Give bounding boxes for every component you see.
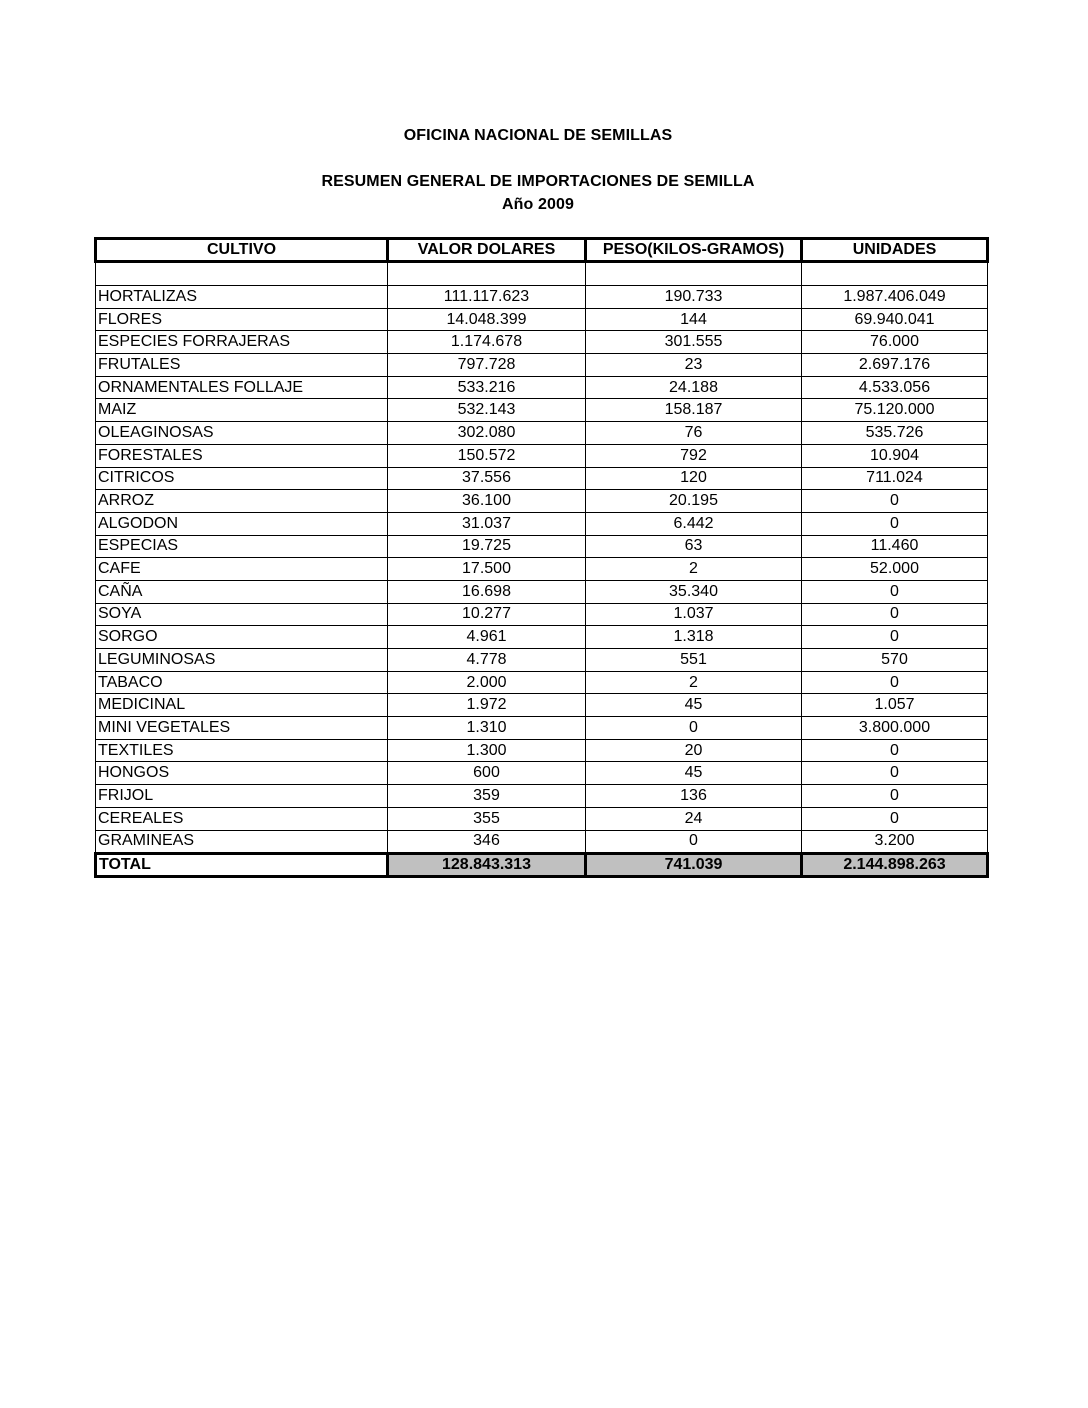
table-row [96,399,988,422]
blank-row [96,262,988,286]
cell-cultivo: SOYA [96,603,388,626]
cell-unidades: 3.200 [802,830,988,854]
cell-cultivo: FRIJOL [96,785,388,808]
cell-cultivo: MINI VEGETALES [96,717,388,740]
table-row [96,603,988,626]
cell-peso: 136 [586,785,802,808]
table-row [96,580,988,603]
table-row [96,785,988,808]
cell-valor-dolares: 533.216 [388,376,586,399]
cell-unidades: 4.533.056 [802,376,988,399]
cell-unidades: 0 [802,671,988,694]
column-header-cultivo: CULTIVO [96,239,388,262]
cell-unidades: 10.904 [802,444,988,467]
cell-unidades: 76.000 [802,331,988,354]
cell-cultivo: ESPECIAS [96,535,388,558]
cell-cultivo: ORNAMENTALES FOLLAJE [96,376,388,399]
cell-unidades: 0 [802,580,988,603]
cell-valor-dolares: 1.300 [388,739,586,762]
cell-valor-dolares: 359 [388,785,586,808]
cell-peso: 0 [586,717,802,740]
cell-unidades: 75.120.000 [802,399,988,422]
cell-peso: 24.188 [586,376,802,399]
table-row [96,490,988,513]
cell-valor-dolares: 532.143 [388,399,586,422]
cell-cultivo: HORTALIZAS [96,286,388,309]
cell-valor-dolares: 302.080 [388,422,586,445]
cell-cultivo: ALGODON [96,512,388,535]
cell-valor-dolares: 4.778 [388,649,586,672]
table-row [96,376,988,399]
table-row [96,762,988,785]
table-row [96,286,988,309]
cell-peso: 35.340 [586,580,802,603]
table-row [96,308,988,331]
cell-cultivo: FORESTALES [96,444,388,467]
table-row [96,354,988,377]
cell-cultivo: CITRICOS [96,467,388,490]
cell-peso: 76 [586,422,802,445]
cell-cultivo: MEDICINAL [96,694,388,717]
cell-peso: 190.733 [586,286,802,309]
cell-cultivo: HONGOS [96,762,388,785]
table-row [96,626,988,649]
cell-peso: 45 [586,762,802,785]
cell-peso: 20 [586,739,802,762]
cell-unidades: 0 [802,785,988,808]
cell-unidades: 0 [802,603,988,626]
blank-cell [96,262,388,286]
cell-cultivo: CEREALES [96,807,388,830]
cell-cultivo: GRAMINEAS [96,830,388,854]
cell-peso: 2 [586,671,802,694]
cell-unidades: 2.697.176 [802,354,988,377]
cell-valor-dolares: 797.728 [388,354,586,377]
column-header-unidades: UNIDADES [802,239,988,262]
cell-cultivo: ARROZ [96,490,388,513]
cell-valor-dolares: 19.725 [388,535,586,558]
table-row [96,535,988,558]
cell-unidades: 711.024 [802,467,988,490]
blank-cell [802,262,988,286]
report-title: RESUMEN GENERAL DE IMPORTACIONES DE SEMILLA [321,173,755,190]
cell-unidades: 0 [802,807,988,830]
table-header-row [96,239,988,262]
cell-peso: 792 [586,444,802,467]
column-header-peso: PESO(KILOS-GRAMOS) [586,239,802,262]
table-body [96,262,988,854]
cell-unidades: 52.000 [802,558,988,581]
year-label: Año 2009 [502,196,574,213]
cell-valor-dolares: 4.961 [388,626,586,649]
cell-valor-dolares: 600 [388,762,586,785]
cell-cultivo: FRUTALES [96,354,388,377]
total-unidades: 2.144.898.263 [802,854,988,877]
column-header-valor-dolares: VALOR DOLARES [388,239,586,262]
cell-unidades: 0 [802,626,988,649]
total-valor-dolares: 128.843.313 [388,854,586,877]
cell-peso: 63 [586,535,802,558]
cell-cultivo: LEGUMINOSAS [96,649,388,672]
cell-valor-dolares: 346 [388,830,586,854]
cell-peso: 144 [586,308,802,331]
table-row [96,512,988,535]
table-row [96,739,988,762]
cell-unidades: 69.940.041 [802,308,988,331]
cell-peso: 158.187 [586,399,802,422]
cell-cultivo: OLEAGINOSAS [96,422,388,445]
cell-unidades: 535.726 [802,422,988,445]
cell-peso: 1.318 [586,626,802,649]
cell-valor-dolares: 1.174.678 [388,331,586,354]
cell-cultivo: ESPECIES FORRAJERAS [96,331,388,354]
cell-peso: 45 [586,694,802,717]
cell-valor-dolares: 1.972 [388,694,586,717]
cell-cultivo: CAÑA [96,580,388,603]
table-row [96,467,988,490]
table-row [96,444,988,467]
cell-peso: 6.442 [586,512,802,535]
cell-unidades: 0 [802,490,988,513]
cell-valor-dolares: 14.048.399 [388,308,586,331]
cell-valor-dolares: 17.500 [388,558,586,581]
cell-peso: 1.037 [586,603,802,626]
cell-valor-dolares: 10.277 [388,603,586,626]
cell-unidades: 11.460 [802,535,988,558]
cell-valor-dolares: 31.037 [388,512,586,535]
cell-unidades: 0 [802,739,988,762]
table-row [96,830,988,854]
blank-cell [388,262,586,286]
cell-unidades: 3.800.000 [802,717,988,740]
cell-cultivo: FLORES [96,308,388,331]
cell-valor-dolares: 111.117.623 [388,286,586,309]
cell-valor-dolares: 16.698 [388,580,586,603]
cell-peso: 24 [586,807,802,830]
table-row [96,649,988,672]
cell-cultivo: TABACO [96,671,388,694]
total-peso: 741.039 [586,854,802,877]
cell-valor-dolares: 150.572 [388,444,586,467]
cell-unidades: 1.057 [802,694,988,717]
cell-valor-dolares: 37.556 [388,467,586,490]
cell-valor-dolares: 36.100 [388,490,586,513]
cell-cultivo: SORGO [96,626,388,649]
office-title: OFICINA NACIONAL DE SEMILLAS [403,127,673,144]
cell-peso: 23 [586,354,802,377]
cell-unidades: 0 [802,512,988,535]
cell-valor-dolares: 1.310 [388,717,586,740]
cell-peso: 120 [586,467,802,490]
total-row [96,854,988,877]
cell-peso: 20.195 [586,490,802,513]
table-row [96,717,988,740]
total-label: TOTAL [96,854,388,877]
cell-peso: 551 [586,649,802,672]
table-row [96,807,988,830]
cell-valor-dolares: 2.000 [388,671,586,694]
cell-peso: 0 [586,830,802,854]
table-row [96,331,988,354]
imports-summary-table [94,237,989,878]
cell-peso: 2 [586,558,802,581]
cell-unidades: 0 [802,762,988,785]
cell-unidades: 1.987.406.049 [802,286,988,309]
table-row [96,694,988,717]
cell-unidades: 570 [802,649,988,672]
cell-cultivo: MAIZ [96,399,388,422]
cell-peso: 301.555 [586,331,802,354]
table-row [96,558,988,581]
cell-cultivo: TEXTILES [96,739,388,762]
table-row [96,671,988,694]
table-row [96,422,988,445]
cell-cultivo: CAFE [96,558,388,581]
blank-cell [586,262,802,286]
cell-valor-dolares: 355 [388,807,586,830]
